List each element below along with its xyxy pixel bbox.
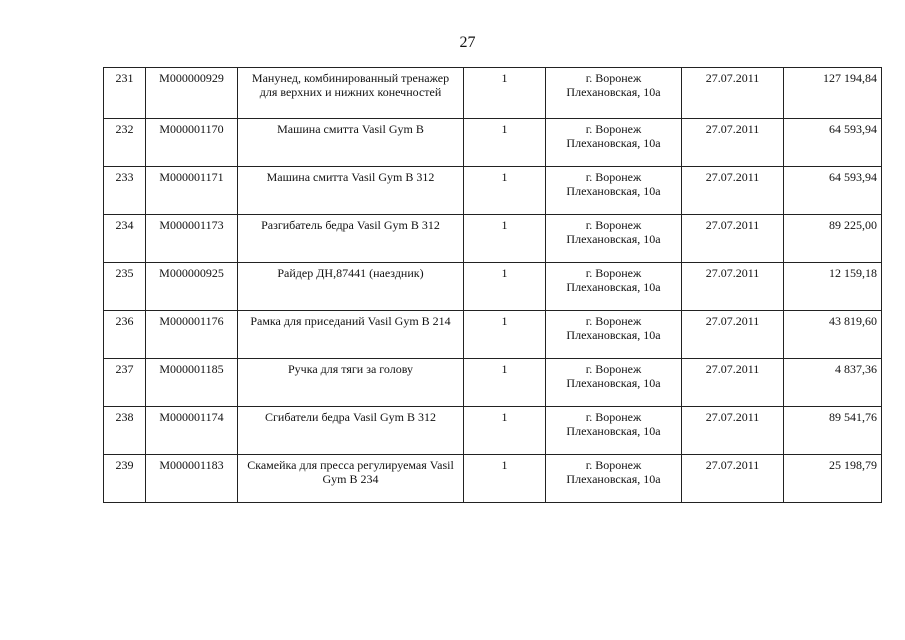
date: 27.07.2011: [682, 215, 784, 263]
amount: 43 819,60: [784, 311, 882, 359]
inventory-code: М000001176: [146, 311, 238, 359]
page-number: 27: [459, 34, 476, 51]
inventory-code: М000001185: [146, 359, 238, 407]
quantity: 1: [464, 68, 546, 119]
table-row: [104, 407, 882, 455]
row-number: 239: [104, 455, 146, 503]
address-street: Плехановская, 10а: [566, 184, 661, 198]
address-street: Плехановская, 10а: [566, 136, 661, 150]
inventory-code: М000001173: [146, 215, 238, 263]
inventory-code: М000000929: [146, 68, 238, 119]
address: [546, 407, 682, 455]
inventory-table: [103, 67, 882, 503]
address-city: г. Воронеж: [585, 71, 642, 85]
row-number: 234: [104, 215, 146, 263]
quantity: 1: [464, 167, 546, 215]
table-row: [104, 455, 882, 503]
address-street: Плехановская, 10а: [566, 328, 661, 342]
address: [546, 119, 682, 167]
date: 27.07.2011: [682, 263, 784, 311]
quantity: 1: [464, 119, 546, 167]
address-city: г. Воронеж: [585, 218, 642, 232]
row-number: 238: [104, 407, 146, 455]
date: 27.07.2011: [682, 359, 784, 407]
quantity: 1: [464, 455, 546, 503]
item-name: Рамка для приседаний Vasil Gym B 214: [238, 311, 464, 359]
table-row: [104, 215, 882, 263]
address: [546, 359, 682, 407]
row-number: 231: [104, 68, 146, 119]
address: [546, 263, 682, 311]
amount: 25 198,79: [784, 455, 882, 503]
inventory-code: М000001171: [146, 167, 238, 215]
item-name: Сгибатели бедра Vasil Gym B 312: [238, 407, 464, 455]
amount: 89 541,76: [784, 407, 882, 455]
table-row: [104, 359, 882, 407]
table-row: [104, 311, 882, 359]
inventory-code: М000000925: [146, 263, 238, 311]
date: 27.07.2011: [682, 455, 784, 503]
inventory-code: М000001170: [146, 119, 238, 167]
amount: 89 225,00: [784, 215, 882, 263]
table-row: [104, 167, 882, 215]
row-number: 232: [104, 119, 146, 167]
table-row: [104, 119, 882, 167]
item-name: Машина смитта Vasil Gym B: [238, 119, 464, 167]
address-street: Плехановская, 10а: [566, 424, 661, 438]
row-number: 236: [104, 311, 146, 359]
row-number: 233: [104, 167, 146, 215]
item-name: Машина смитта Vasil Gym B 312: [238, 167, 464, 215]
address-city: г. Воронеж: [585, 362, 642, 376]
item-name: Разгибатель бедра Vasil Gym B 312: [238, 215, 464, 263]
quantity: 1: [464, 359, 546, 407]
amount: 4 837,36: [784, 359, 882, 407]
date: 27.07.2011: [682, 119, 784, 167]
address-city: г. Воронеж: [585, 170, 642, 184]
item-name: Манунед, комбинированный тренажер для верхних и нижних конечностей: [238, 68, 464, 119]
address: [546, 311, 682, 359]
address-street: Плехановская, 10а: [566, 376, 661, 390]
address-street: Плехановская, 10а: [566, 232, 661, 246]
inventory-code: М000001174: [146, 407, 238, 455]
address: [546, 68, 682, 119]
date: 27.07.2011: [682, 311, 784, 359]
item-name: Скамейка для пресса регулируемая Vasil Gym B 234: [238, 455, 464, 503]
address-street: Плехановская, 10а: [566, 280, 661, 294]
inventory-code: М000001183: [146, 455, 238, 503]
row-number: 237: [104, 359, 146, 407]
date: 27.07.2011: [682, 68, 784, 119]
address: [546, 167, 682, 215]
address: [546, 455, 682, 503]
quantity: 1: [464, 407, 546, 455]
date: 27.07.2011: [682, 167, 784, 215]
address-city: г. Воронеж: [585, 122, 642, 136]
address-street: Плехановская, 10а: [566, 85, 661, 99]
item-name: Райдер ДН,87441 (наездник): [238, 263, 464, 311]
address-street: Плехановская, 10а: [566, 472, 661, 486]
table-row: [104, 68, 882, 119]
amount: 127 194,84: [784, 68, 882, 119]
amount: 12 159,18: [784, 263, 882, 311]
date: 27.07.2011: [682, 407, 784, 455]
address-city: г. Воронеж: [585, 314, 642, 328]
address: [546, 215, 682, 263]
amount: 64 593,94: [784, 119, 882, 167]
address-city: г. Воронеж: [585, 410, 642, 424]
address-city: г. Воронеж: [585, 458, 642, 472]
quantity: 1: [464, 215, 546, 263]
address-city: г. Воронеж: [585, 266, 642, 280]
quantity: 1: [464, 263, 546, 311]
table-row: [104, 263, 882, 311]
quantity: 1: [464, 311, 546, 359]
amount: 64 593,94: [784, 167, 882, 215]
row-number: 235: [104, 263, 146, 311]
item-name: Ручка для тяги за голову: [238, 359, 464, 407]
